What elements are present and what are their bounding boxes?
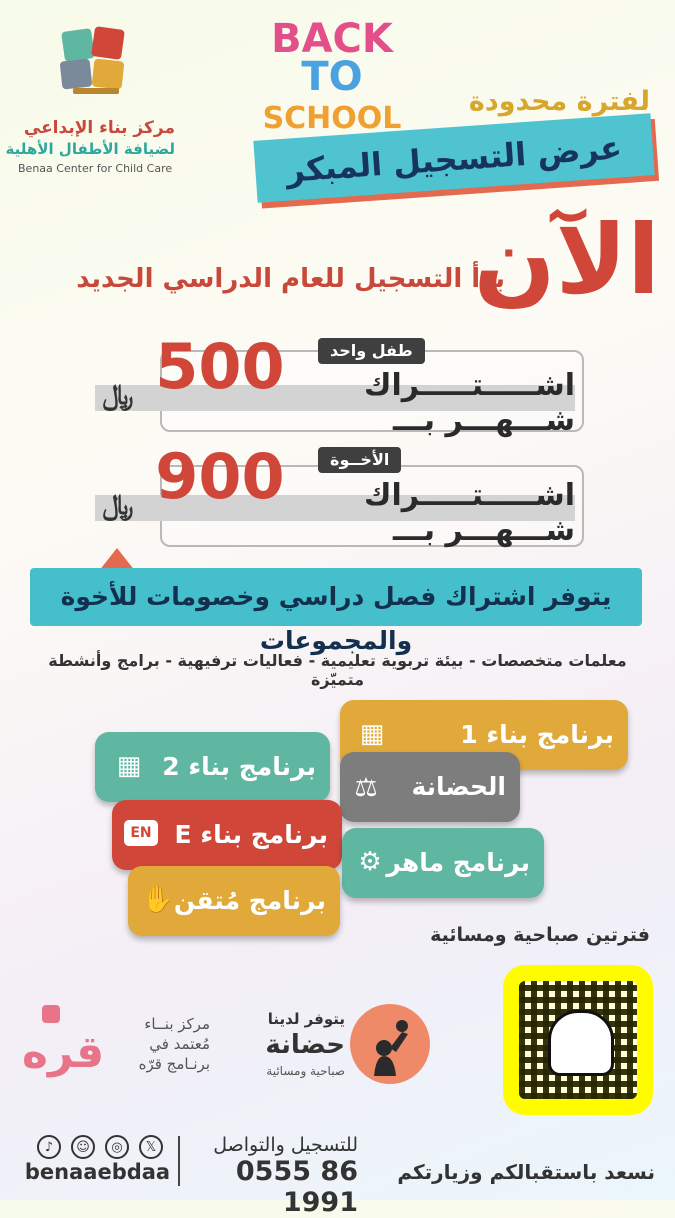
accreditation-line2: مُعتمد في [149,1035,210,1053]
mother-child-silhouette [350,1004,430,1084]
nursery-title: حضانة [265,1030,345,1060]
instagram-icon[interactable]: ◎ [105,1135,129,1159]
puzzle-book-icon: ▦ [116,751,142,781]
back-to-school-logo [262,16,402,138]
program-benaa1-label: برنامج بناء 1 [460,720,614,749]
program-benaa2-label: برنامج بناء 2 [162,752,316,781]
accreditation-line3: برنـامج قرّه [138,1055,210,1073]
features-text: معلمات متخصصات - بيئة تربوية تعليمية - فعاليات ترفيهية - برامج وأنشطة متميّزة [48,651,627,689]
center-name-en: Benaa Center for Child Care [18,162,173,175]
riyal-icon: ﷼ [102,488,134,521]
english-badge-icon: EN [124,820,158,846]
center-subtitle-ar: لضيافة الأطفال الأهلية [5,140,175,158]
puzzle-book-icon: ▦ [359,719,385,749]
bts-line3: SCHOOL [262,101,402,136]
qurra-logo-dot [42,1005,60,1023]
gear-head-icon: ⚙ [358,847,382,877]
welcome-text: نسعد باستقبالكم وزيارتكم [397,1160,655,1184]
mother-child-icon [350,1004,430,1084]
accreditation-text [100,1014,210,1074]
now-headline: الآن [473,204,660,316]
program-benaa-e [112,800,342,870]
scale-icon: ⚖ [354,773,378,803]
program-benaa2 [95,732,330,802]
offer-monthly-siblings: اشـــــتـــــراك شـــهـــر بـــ [363,478,575,548]
offer-label-siblings: الأخــوة [318,447,401,473]
riyal-icon: ﷼ [102,378,134,411]
qurra-logo [22,1005,105,1100]
qurra-logo-text: قره [22,1027,105,1078]
offer-price-siblings: 900 [155,440,285,513]
social-handle[interactable]: benaaebdaa [24,1160,171,1184]
registration-started-text: بدأ التسجيل للعام الدراسي الجديد [76,264,505,294]
x-twitter-icon[interactable]: 𝕏 [139,1135,163,1159]
contact-label: للتسجيل والتواصل [213,1134,358,1156]
puzzle-book-icon [55,20,135,100]
tiktok-icon[interactable]: ♪ [37,1135,61,1159]
shifts-text: فترتين صباحية ومسائية [430,924,650,946]
program-nursery-label: الحضانة [411,772,506,801]
snapchat-icon[interactable]: ☺ [71,1135,95,1159]
accreditation-line1: مركز بنــاء [144,1015,210,1033]
center-name-ar: مركز بناء الإبداعي [23,118,175,138]
ok-hand-icon: ✋ [141,885,175,915]
program-maher [342,828,544,898]
offer-monthly-single: اشـــــتـــــراك شـــهـــر بـــ [363,368,575,438]
program-benaa-e-label: برنامج بناء E [174,820,328,849]
program-mutqin [128,866,340,936]
bts-line1: BACK [271,16,393,62]
availability-text: يتوفر اشتراك فصل دراسي وخصومات للأخوة والمجموعات [60,582,612,655]
bts-line2: TO [301,54,363,100]
limited-time-text: لفترة محدودة [468,86,650,117]
offer-label-single: طفل واحد [318,338,425,364]
nursery-available-text: يتوفر لدينا [267,1010,345,1028]
snapchat-ghost-icon [548,1010,614,1076]
early-registration-title: عرض التسجيل المبكر [284,128,624,190]
program-mutqin-label: برنامج مُتقن [173,886,326,915]
contact-divider [178,1136,180,1186]
program-nursery [340,752,520,822]
offer-price-single: 500 [155,330,285,403]
program-maher-label: برنامج ماهر [386,848,530,877]
phone-number[interactable]: 0555 86 1991 [235,1156,358,1218]
nursery-shifts-text: صباحية ومسائية [266,1064,345,1078]
